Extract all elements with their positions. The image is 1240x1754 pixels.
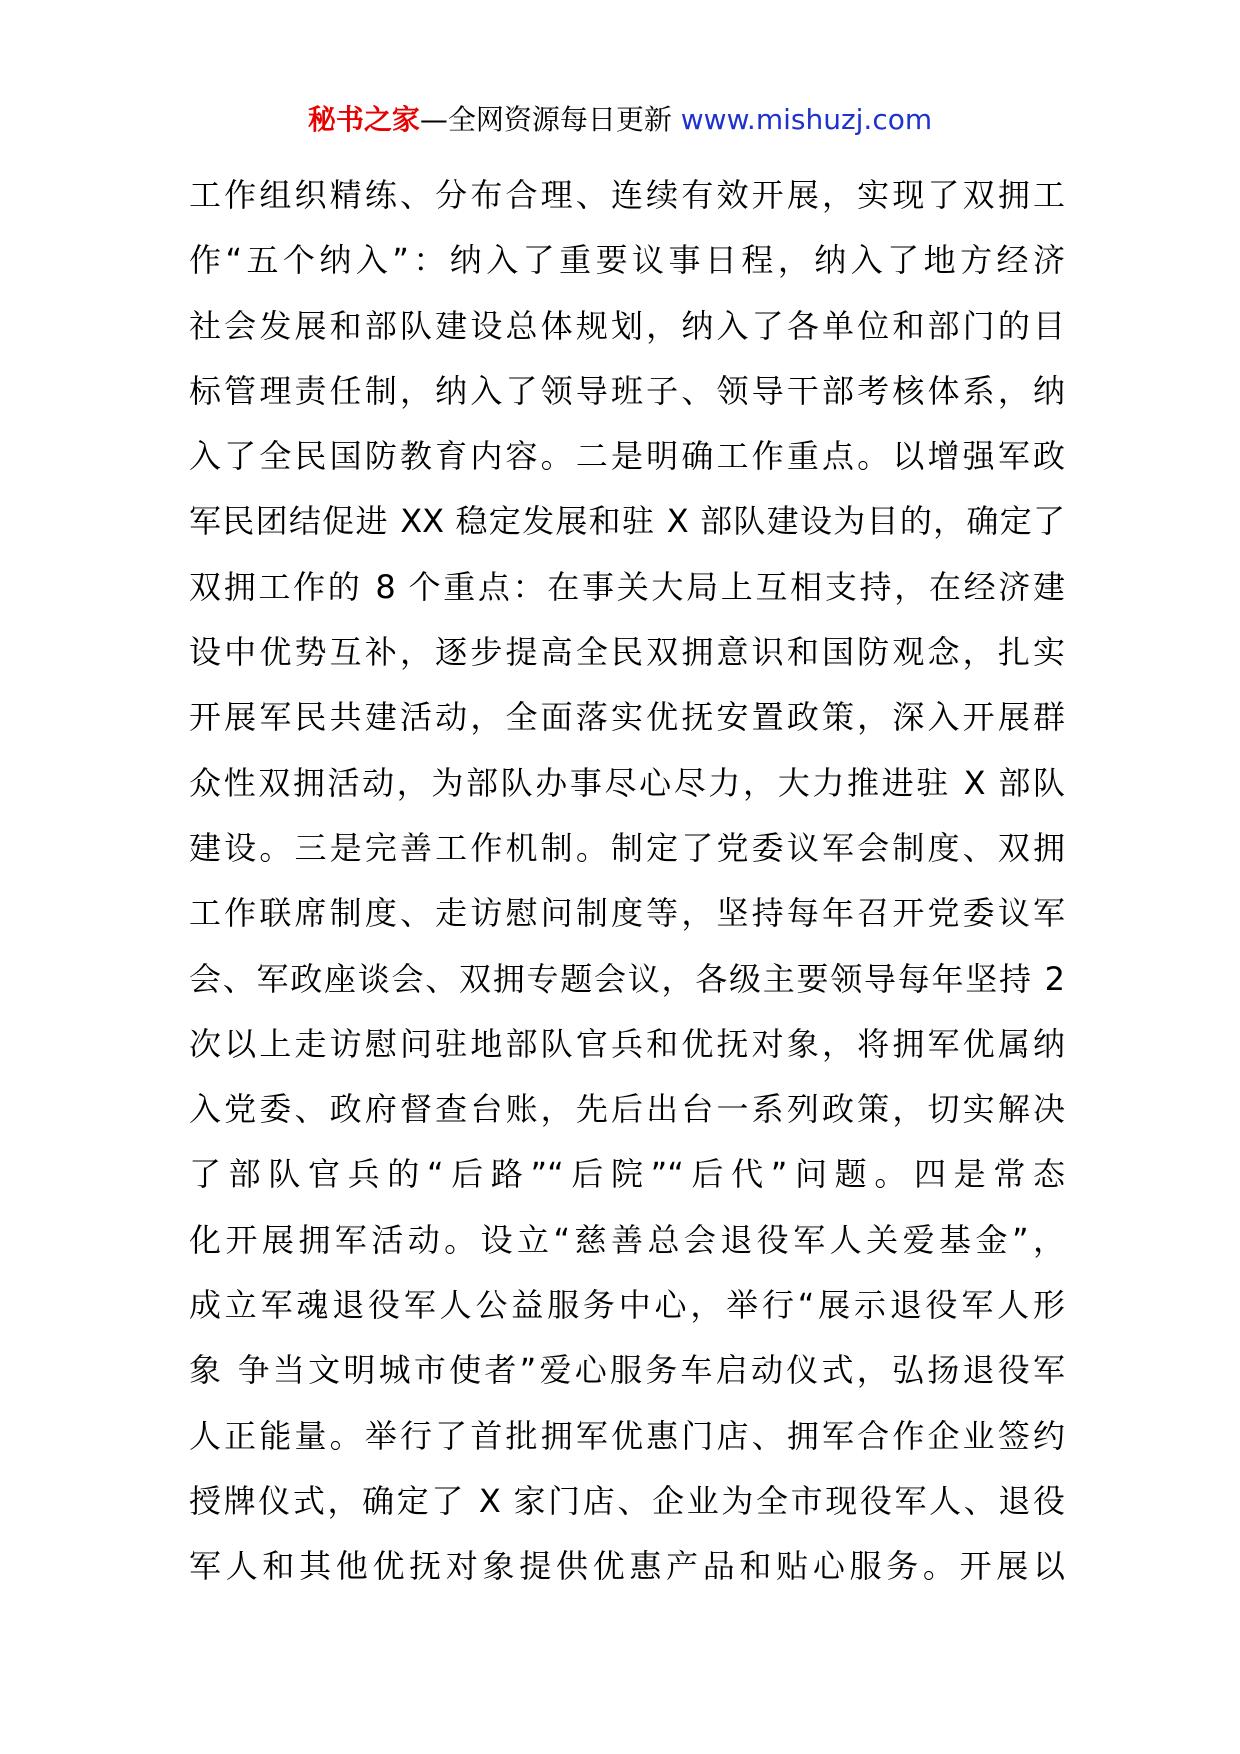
paragraph-line: 设中优势互补，逐步提高全民双拥意识和国防观念，扎实 [189, 633, 1065, 672]
paragraph-line: 成立军魂退役军人公益服务中心，举行“展示退役军人形 [189, 1286, 1065, 1325]
page-header [0, 100, 1240, 140]
paragraph-line: 社会发展和部队建设总体规划，纳入了各单位和部门的目 [189, 306, 1065, 345]
document-body [189, 163, 1065, 1600]
site-url-link[interactable]: www.mishuzj.com [680, 103, 933, 136]
paragraph-line: 工作组织精练、分布合理、连续有效开展，实现了双拥工 [189, 176, 1065, 214]
paragraph-line: 授牌仪式，确定了 X 家门店、企业为全市现役军人、退役 [189, 1481, 1065, 1520]
site-tagline: —全网资源每日更新 [419, 103, 681, 136]
paragraph-line: 建设。三是完善工作机制。制定了党委议军会制度、双拥 [189, 828, 1065, 867]
paragraph-line: 双拥工作的 8 个重点：在事关大局上互相支持，在经济建 [189, 567, 1065, 606]
paragraph-line: 入党委、政府督查台账，先后出台一系列政策，切实解决 [189, 1090, 1065, 1129]
paragraph-line: 开展军民共建活动，全面落实优抚安置政策，深入开展群 [189, 698, 1065, 737]
paragraph-line: 作“五个纳入”：纳入了重要议事日程，纳入了地方经济 [189, 241, 1065, 280]
paragraph-line: 军民团结促进 XX 稳定发展和驻 X 部队建设为目的，确定了 [189, 502, 1065, 541]
paragraph-line: 会、军政座谈会、双拥专题会议，各级主要领导每年坚持 2 [189, 959, 1065, 998]
paragraph-line: 众性双拥活动，为部队办事尽心尽力，大力推进驻 X 部队 [189, 763, 1065, 802]
paragraph-line: 化开展拥军活动。设立“慈善总会退役军人关爱基金”， [189, 1220, 1065, 1259]
paragraph-line: 入了全民国防教育内容。二是明确工作重点。以增强军政 [189, 437, 1065, 476]
paragraph-line: 了部队官兵的“后路”“后院”“后代”问题。四是常态 [189, 1155, 1065, 1194]
paragraph-line: 标管理责任制，纳入了领导班子、领导干部考核体系，纳 [189, 371, 1065, 410]
paragraph-line: 次以上走访慰问驻地部队官兵和优抚对象，将拥军优属纳 [189, 1024, 1065, 1063]
site-brand: 秘书之家 [307, 103, 420, 136]
paragraph-line: 象 争当文明城市使者”爱心服务车启动仪式，弘扬退役军 [189, 1351, 1065, 1390]
paragraph-line: 军人和其他优抚对象提供优惠产品和贴心服务。开展以 [189, 1547, 1065, 1586]
paragraph-line: 工作联席制度、走访慰问制度等，坚持每年召开党委议军 [189, 894, 1065, 933]
paragraph-line: 人正能量。举行了首批拥军优惠门店、拥军合作企业签约 [189, 1416, 1065, 1455]
